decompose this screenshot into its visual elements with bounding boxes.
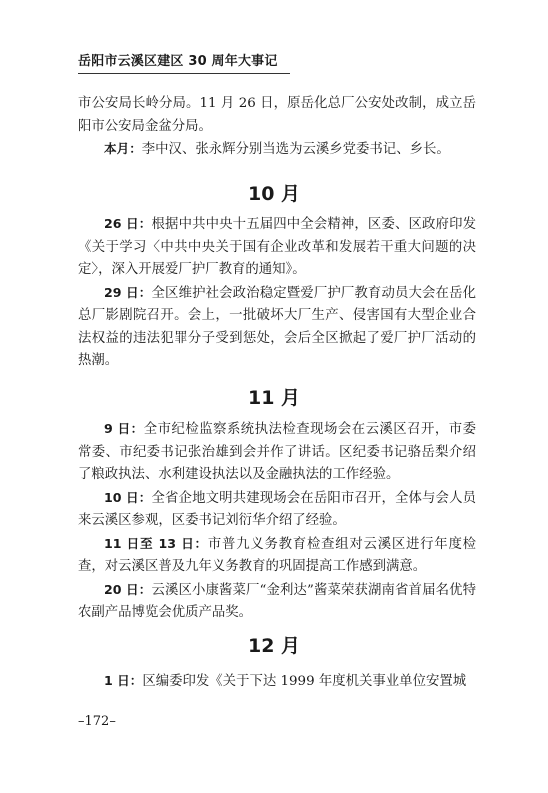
entry-date: 20 日： [104, 581, 152, 597]
header-divider [78, 73, 290, 74]
october-entries [78, 213, 476, 373]
entry-text: 区编委印发《关于下达 1999 年度机关事业单位安置城 [142, 674, 467, 689]
entry-paragraph [78, 533, 476, 579]
entry-paragraph [78, 670, 476, 694]
entry-date: 26 日： [104, 216, 152, 231]
december-entries [78, 670, 476, 694]
entry-date: 11 日至 13 日： [104, 535, 208, 551]
entry-date: 29 日： [104, 284, 152, 300]
entry-paragraph [78, 282, 476, 373]
entry-text: 根据中共中央十五届四中全会精神，区委、区政府印发《关于学习〈中共中央关于国有企业改革和发展若干重大问题的决定〉，深入开展爱厂护厂教育的通知》。 [78, 217, 476, 277]
entry-paragraph [78, 138, 476, 162]
entry-paragraph [78, 418, 476, 487]
entry-date: 1 日： [104, 673, 143, 688]
entry-paragraph [78, 213, 476, 282]
entry-paragraph [78, 579, 476, 625]
entry-text: 全市纪检监察系统执法检查现场会在云溪区召开，市委常委、市纪委书记张治雄到会并作了讲话。区纪委书记骆岳梨介绍了粮政执法、水利建设执法以及金融执法的工作经验。 [78, 422, 477, 482]
entry-date: 本月： [104, 141, 142, 156]
continued-block [78, 92, 476, 162]
month-heading-november: 11 月 [247, 387, 301, 409]
entry-text: 市公安局长岭分局。11 月 26 日，原岳化总厂公安处改制，成立岳阳市公安局金盆分局。 [78, 96, 476, 134]
november-entries [78, 418, 476, 625]
month-heading-october: 10 月 [247, 183, 301, 205]
entry-paragraph [78, 92, 476, 138]
page-number: –172– [78, 714, 116, 729]
entry-date: 10 日： [104, 489, 152, 505]
entry-text: 云溪区小康酱菜厂“金利达”酱菜荣获湖南省首届名优特农副产品博览会优质产品奖。 [78, 582, 476, 620]
entry-text: 全区维护社会政治稳定暨爱厂护厂教育动员大会在岳化总厂影剧院召开。会上，一批破坏大厂生产、侵害国有大型企业合法权益的违法犯罪分子受到惩处，会后全区掀起了爱厂护厂活动的热潮。 [78, 285, 476, 368]
entry-date: 9 日： [104, 421, 144, 436]
entry-paragraph [78, 487, 476, 533]
entry-text: 李中汉、张永辉分别当选为云溪乡党委书记、乡长。 [141, 142, 450, 157]
month-heading-december: 12 月 [247, 635, 301, 657]
entry-text: 市普九义务教育检查组对云溪区进行年度检查，对云溪区普及九年义务教育的巩固提高工作感到满意。 [78, 536, 476, 574]
entry-text: 全省企地文明共建现场会在岳阳市召开，全体与会人员来云溪区参观，区委书记刘衍华介绍了经验。 [78, 490, 476, 528]
page-header-title: 岳阳市云溪区建区 30 周年大事记 [78, 54, 278, 69]
